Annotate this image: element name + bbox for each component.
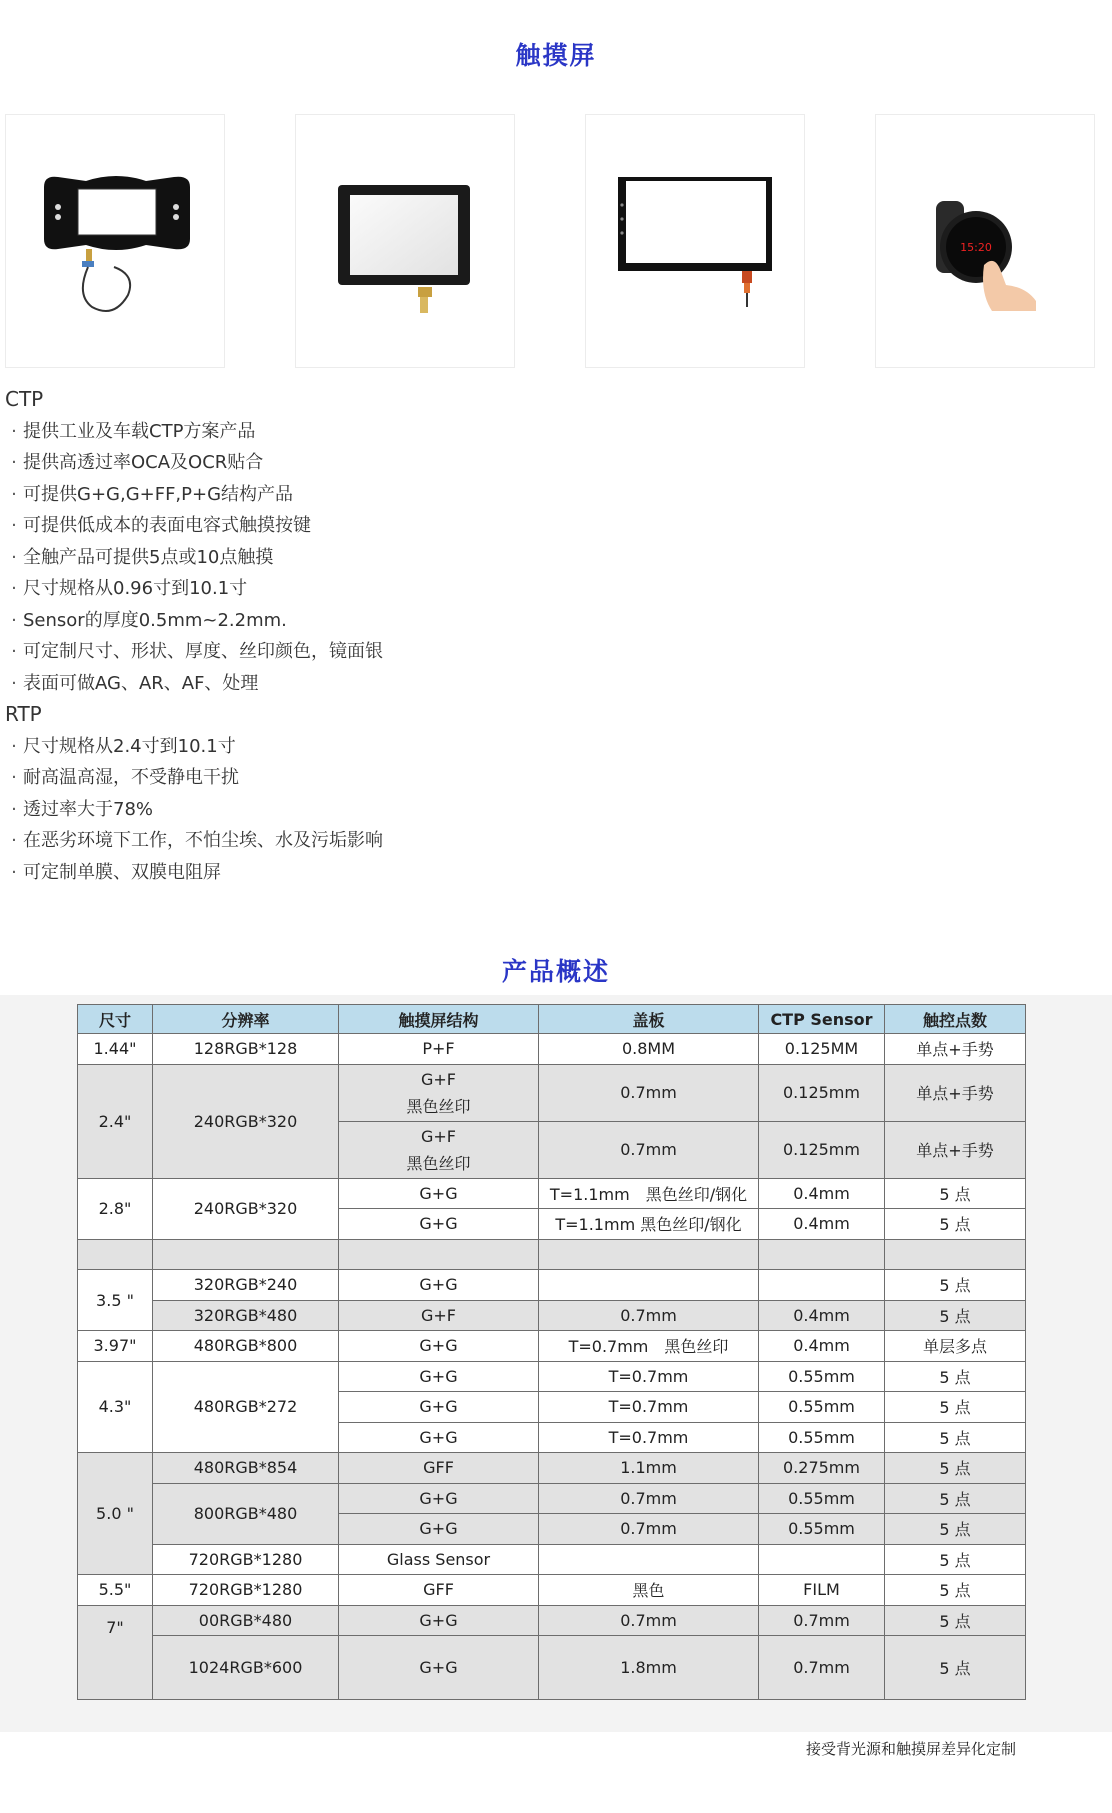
points-cell: 5 点: [885, 1514, 1026, 1545]
empty-cell: [153, 1239, 339, 1270]
table-row: [78, 1331, 1026, 1362]
product-gallery: [5, 114, 1105, 368]
resolution-cell: 1024RGB*600: [153, 1636, 339, 1700]
cover-cell: T=0.7mm: [539, 1392, 759, 1423]
table-row: [78, 1544, 1026, 1575]
bullet-icon: ·: [11, 420, 17, 442]
sensor-cell: [759, 1270, 885, 1301]
sensor-cell: 0.4mm: [759, 1209, 885, 1240]
points-cell: 5 点: [885, 1575, 1026, 1606]
size-cell: 5.0 ": [78, 1453, 153, 1575]
cover-cell: 0.7mm: [539, 1483, 759, 1514]
ctp-item: · 提供高透过率OCA及OCR贴合: [5, 447, 605, 479]
cover-cell: T=0.7mm: [539, 1422, 759, 1453]
cover-cell: T=0.7mm 黑色丝印: [539, 1331, 759, 1362]
svg-text:15:20: 15:20: [960, 241, 992, 254]
bullet-icon: ·: [11, 578, 17, 599]
structure-cell: G+G: [339, 1209, 539, 1240]
size-cell: 2.4": [78, 1064, 153, 1178]
sensor-cell: 0.4mm: [759, 1300, 885, 1331]
bullet-icon: ·: [11, 672, 17, 694]
sensor-cell: 0.55mm: [759, 1392, 885, 1423]
resolution-cell: 128RGB*128: [153, 1034, 339, 1065]
bullet-icon: ·: [11, 767, 17, 788]
resolution-cell: 720RGB*1280: [153, 1544, 339, 1575]
sensor-cell: 0.125MM: [759, 1034, 885, 1065]
wide-ctp-panel-image: [586, 115, 804, 367]
size-cell: 7": [78, 1605, 153, 1700]
customization-note: 接受背光源和触摸屏差异化定制: [805, 1740, 1016, 1758]
cover-cell: [539, 1544, 759, 1575]
table-row: [78, 1636, 1026, 1700]
ctp-item: · 可提供G+G,G+FF,P+G结构产品: [5, 479, 605, 511]
points-cell: 5 点: [885, 1392, 1026, 1423]
rtp-heading: RTP: [5, 702, 42, 726]
cover-cell: 0.8MM: [539, 1034, 759, 1065]
empty-cell: [339, 1239, 539, 1270]
points-cell: 单点+手势: [885, 1064, 1026, 1121]
structure-cell: G+G: [339, 1605, 539, 1636]
feature-list: [5, 384, 605, 888]
size-cell: 4.3": [78, 1361, 153, 1453]
size-cell: 5.5": [78, 1575, 153, 1606]
smartwatch-touch-image: [876, 115, 1094, 367]
product-tile-4: [875, 114, 1095, 368]
sensor-cell: 0.7mm: [759, 1605, 885, 1636]
points-cell: 单点+手势: [885, 1034, 1026, 1065]
sensor-cell: 0.4mm: [759, 1178, 885, 1209]
spec-table-panel: [0, 995, 1112, 1732]
rtp-item: · 尺寸规格从2.4寸到10.1寸: [5, 731, 605, 763]
cover-cell: T=1.1mm 黑色丝印/钢化: [539, 1178, 759, 1209]
ctp-item: · 表面可做AG、AR、AF、处理: [5, 668, 605, 700]
table-row: [78, 1270, 1026, 1301]
structure-cell: G+F 黑色丝印: [339, 1121, 539, 1178]
spec-table: [77, 1004, 1026, 1700]
points-cell: 5 点: [885, 1270, 1026, 1301]
empty-cell: [759, 1239, 885, 1270]
sensor-cell: 0.125mm: [759, 1064, 885, 1121]
product-tile-2: [295, 114, 515, 368]
ctp-panel-with-cable-image: [6, 115, 224, 367]
bullet-icon: ·: [11, 830, 17, 851]
size-cell: 2.8": [78, 1178, 153, 1239]
framed-touch-panel-image: [296, 115, 514, 367]
structure-cell: G+G: [339, 1422, 539, 1453]
bullet-icon: ·: [11, 483, 17, 505]
resolution-cell: 480RGB*854: [153, 1453, 339, 1484]
sensor-cell: 0.55mm: [759, 1514, 885, 1545]
resolution-cell: 00RGB*480: [153, 1605, 339, 1636]
empty-cell: [885, 1239, 1026, 1270]
structure-cell: G+F 黑色丝印: [339, 1064, 539, 1121]
sensor-cell: 0.55mm: [759, 1483, 885, 1514]
ctp-item: · Sensor的厚度0.5mm~2.2mm.: [5, 605, 605, 637]
table-row: [78, 1300, 1026, 1331]
ctp-item: · 全触产品可提供5点或10点触摸: [5, 542, 605, 574]
cover-cell: 0.7mm: [539, 1605, 759, 1636]
ctp-item: · 尺寸规格从0.96寸到10.1寸: [5, 573, 605, 605]
resolution-cell: 480RGB*272: [153, 1361, 339, 1453]
table-spacer-row: [78, 1239, 1026, 1270]
rtp-item: · 可定制单膜、双膜电阻屏: [5, 857, 605, 889]
sensor-cell: 0.125mm: [759, 1121, 885, 1178]
product-tile-1: [5, 114, 225, 368]
rtp-item: · 在恶劣环境下工作，不怕尘埃、水及污垢影响: [5, 825, 605, 857]
cover-cell: 1.1mm: [539, 1453, 759, 1484]
points-cell: 单层多点: [885, 1331, 1026, 1362]
ctp-item: · 可定制尺寸、形状、厚度、丝印颜色，镜面银: [5, 636, 605, 668]
sensor-cell: FILM: [759, 1575, 885, 1606]
points-cell: 5 点: [885, 1636, 1026, 1700]
cover-cell: 1.8mm: [539, 1636, 759, 1700]
bullet-icon: ·: [11, 515, 17, 536]
size-cell: 1.44": [78, 1034, 153, 1065]
structure-cell: GFF: [339, 1453, 539, 1484]
rtp-item: · 透过率大于78%: [5, 794, 605, 826]
table-row: [78, 1178, 1026, 1209]
empty-cell: [539, 1239, 759, 1270]
sensor-cell: 0.7mm: [759, 1636, 885, 1700]
col-header-structure: 触摸屏结构: [339, 1005, 539, 1034]
points-cell: 5 点: [885, 1422, 1026, 1453]
structure-cell: G+F: [339, 1300, 539, 1331]
cover-cell: 0.7mm: [539, 1300, 759, 1331]
bullet-icon: ·: [11, 798, 17, 820]
sensor-cell: 0.55mm: [759, 1422, 885, 1453]
rtp-item: · 耐高温高湿，不受静电干扰: [5, 762, 605, 794]
points-cell: 单点+手势: [885, 1121, 1026, 1178]
structure-cell: G+G: [339, 1178, 539, 1209]
table-row: [78, 1453, 1026, 1484]
bullet-icon: ·: [11, 546, 17, 568]
resolution-cell: 240RGB*320: [153, 1064, 339, 1178]
resolution-cell: 320RGB*480: [153, 1300, 339, 1331]
structure-cell: G+G: [339, 1392, 539, 1423]
resolution-cell: 720RGB*1280: [153, 1575, 339, 1606]
size-cell: 3.97": [78, 1331, 153, 1362]
cover-cell: T=0.7mm: [539, 1361, 759, 1392]
structure-cell: Glass Sensor: [339, 1544, 539, 1575]
overview-title: 产品概述: [501, 957, 610, 986]
table-row: [78, 1605, 1026, 1636]
table-row: [78, 1064, 1026, 1121]
ctp-heading: CTP: [5, 387, 44, 411]
structure-cell: GFF: [339, 1575, 539, 1606]
col-header-size: 尺寸: [78, 1005, 153, 1034]
structure-cell: G+G: [339, 1483, 539, 1514]
cover-cell: 黑色: [539, 1575, 759, 1606]
empty-cell: [78, 1239, 153, 1270]
structure-cell: G+G: [339, 1361, 539, 1392]
resolution-cell: 320RGB*240: [153, 1270, 339, 1301]
resolution-cell: 800RGB*480: [153, 1483, 339, 1544]
bullet-icon: ·: [11, 735, 17, 757]
table-row: [78, 1575, 1026, 1606]
points-cell: 5 点: [885, 1178, 1026, 1209]
ctp-item: · 提供工业及车载CTP方案产品: [5, 416, 605, 448]
structure-cell: G+G: [339, 1514, 539, 1545]
points-cell: 5 点: [885, 1605, 1026, 1636]
sensor-cell: 0.4mm: [759, 1331, 885, 1362]
cover-cell: 0.7mm: [539, 1514, 759, 1545]
cover-cell: 0.7mm: [539, 1064, 759, 1121]
table-row: [78, 1361, 1026, 1392]
points-cell: 5 点: [885, 1453, 1026, 1484]
cover-cell: T=1.1mm 黑色丝印/钢化: [539, 1209, 759, 1240]
cover-cell: [539, 1270, 759, 1301]
bullet-icon: ·: [11, 609, 17, 631]
bullet-icon: ·: [11, 641, 17, 662]
structure-cell: G+G: [339, 1636, 539, 1700]
structure-cell: G+G: [339, 1270, 539, 1301]
cover-cell: 0.7mm: [539, 1121, 759, 1178]
resolution-cell: 480RGB*800: [153, 1331, 339, 1362]
touch-screen-title: 触摸屏: [515, 41, 597, 70]
sensor-cell: 0.55mm: [759, 1361, 885, 1392]
table-row: [78, 1034, 1026, 1065]
points-cell: 5 点: [885, 1361, 1026, 1392]
bullet-icon: ·: [11, 861, 17, 883]
size-cell: 3.5 ": [78, 1270, 153, 1331]
points-cell: 5 点: [885, 1209, 1026, 1240]
table-row: [78, 1483, 1026, 1514]
points-cell: 5 点: [885, 1544, 1026, 1575]
ctp-item: · 可提供低成本的表面电容式触摸按键: [5, 510, 605, 542]
resolution-cell: 240RGB*320: [153, 1178, 339, 1239]
sensor-cell: [759, 1544, 885, 1575]
col-header-cover: 盖板: [539, 1005, 759, 1034]
table-header-row: [78, 1005, 1026, 1034]
structure-cell: G+G: [339, 1331, 539, 1362]
points-cell: 5 点: [885, 1483, 1026, 1514]
product-tile-3: [585, 114, 805, 368]
col-header-sensor: CTP Sensor: [759, 1005, 885, 1034]
points-cell: 5 点: [885, 1300, 1026, 1331]
col-header-resolution: 分辨率: [153, 1005, 339, 1034]
col-header-points: 触控点数: [885, 1005, 1026, 1034]
sensor-cell: 0.275mm: [759, 1453, 885, 1484]
structure-cell: P+F: [339, 1034, 539, 1065]
bullet-icon: ·: [11, 452, 17, 473]
